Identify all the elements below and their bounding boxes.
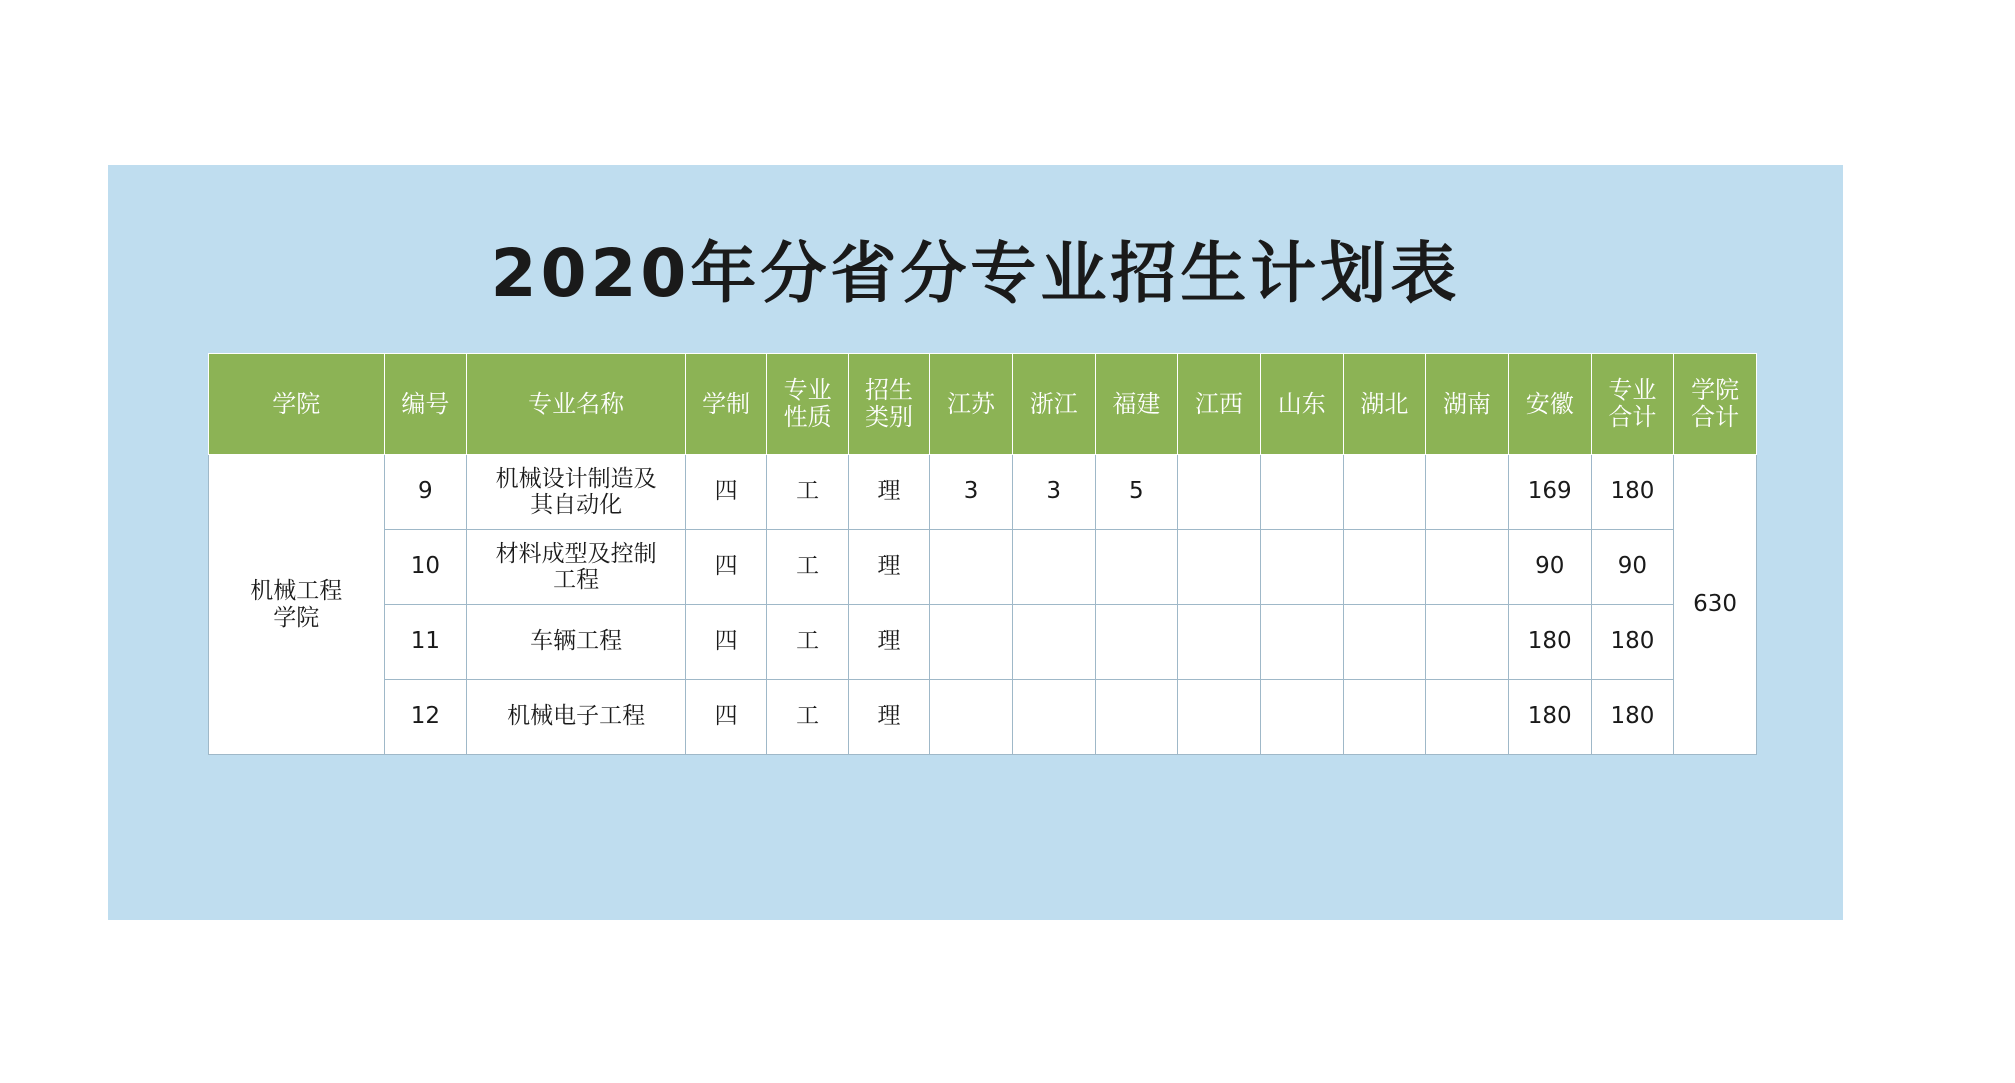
cell-years: 四	[685, 530, 766, 605]
cell-hubei	[1343, 605, 1426, 680]
column-header-shandong: 山东	[1260, 354, 1343, 455]
cell-zhejiang	[1012, 605, 1095, 680]
column-header-college-total	[1674, 354, 1757, 455]
cell-hunan	[1426, 680, 1509, 755]
cell-jiangxi	[1178, 530, 1261, 605]
table-row	[209, 680, 1757, 755]
cell-shandong	[1260, 455, 1343, 530]
cell-category: 理	[848, 605, 929, 680]
table-row	[209, 455, 1757, 530]
cell-category: 理	[848, 680, 929, 755]
column-header-college-total-line1: 学院	[1691, 375, 1740, 404]
cell-hubei	[1343, 680, 1426, 755]
cell-shandong	[1260, 680, 1343, 755]
cell-major-total: 180	[1591, 605, 1674, 680]
cell-nature: 工	[767, 530, 848, 605]
cell-years: 四	[685, 455, 766, 530]
cell-major: 机械电子工程	[467, 680, 686, 755]
cell-zhejiang: 3	[1012, 455, 1095, 530]
cell-hunan	[1426, 530, 1509, 605]
college-name-line2: 学院	[273, 604, 320, 631]
table-row	[209, 530, 1757, 605]
cell-nature: 工	[767, 605, 848, 680]
cell-no: 11	[384, 605, 467, 680]
enrollment-plan-table	[208, 353, 1757, 755]
column-header-college: 学院	[209, 354, 385, 455]
college-name-line1: 机械工程	[250, 578, 343, 605]
column-header-hunan: 湖南	[1426, 354, 1509, 455]
page-title: 2020年分省分专业招生计划表	[490, 235, 1461, 312]
cell-jiangsu: 3	[930, 455, 1013, 530]
cell-category: 理	[848, 530, 929, 605]
cell-jiangsu	[930, 605, 1013, 680]
major-line1: 材料成型及控制	[495, 540, 657, 567]
cell-major: 车辆工程	[467, 605, 686, 680]
cell-jiangxi	[1178, 680, 1261, 755]
cell-hubei	[1343, 530, 1426, 605]
cell-zhejiang	[1012, 530, 1095, 605]
column-header-major-total-line2: 合计	[1608, 403, 1657, 431]
column-header-category-line1: 招生	[864, 375, 913, 404]
cell-no: 12	[384, 680, 467, 755]
column-header-jiangxi: 江西	[1178, 354, 1261, 455]
cell-no: 10	[384, 530, 467, 605]
cell-major-total: 180	[1591, 455, 1674, 530]
cell-nature: 工	[767, 455, 848, 530]
column-header-college-total-line2: 合计	[1691, 403, 1740, 431]
cell-jiangsu	[930, 530, 1013, 605]
column-header-category	[848, 354, 929, 455]
cell-anhui: 180	[1508, 605, 1591, 680]
cell-hunan	[1426, 605, 1509, 680]
column-header-major-total	[1591, 354, 1674, 455]
cell-shandong	[1260, 605, 1343, 680]
column-header-hubei: 湖北	[1343, 354, 1426, 455]
major-line1: 机械设计制造及	[495, 465, 657, 492]
cell-zhejiang	[1012, 680, 1095, 755]
column-header-years: 学制	[685, 354, 766, 455]
major-line2: 工程	[553, 567, 600, 593]
cell-college-total: 630	[1674, 455, 1757, 755]
enrollment-plan-table-container	[208, 353, 1757, 755]
column-header-nature-line2: 性质	[783, 403, 832, 431]
cell-category: 理	[848, 455, 929, 530]
column-header-anhui: 安徽	[1508, 354, 1591, 455]
cell-jiangxi	[1178, 455, 1261, 530]
cell-fujian	[1095, 680, 1178, 755]
cell-fujian: 5	[1095, 455, 1178, 530]
cell-fujian	[1095, 530, 1178, 605]
column-header-fujian: 福建	[1095, 354, 1178, 455]
cell-jiangsu	[930, 680, 1013, 755]
column-header-no: 编号	[384, 354, 467, 455]
column-header-major: 专业名称	[467, 354, 686, 455]
cell-jiangxi	[1178, 605, 1261, 680]
column-header-zhejiang: 浙江	[1012, 354, 1095, 455]
cell-anhui: 90	[1508, 530, 1591, 605]
cell-major	[467, 455, 686, 530]
cell-college-name	[209, 455, 385, 755]
cell-major-total: 180	[1591, 680, 1674, 755]
major-line2: 其自动化	[530, 492, 623, 518]
column-header-nature-line1: 专业	[783, 375, 832, 404]
cell-major	[467, 530, 686, 605]
column-header-jiangsu: 江苏	[930, 354, 1013, 455]
table-row	[209, 605, 1757, 680]
column-header-category-line2: 类别	[864, 403, 913, 431]
cell-years: 四	[685, 680, 766, 755]
cell-years: 四	[685, 605, 766, 680]
cell-fujian	[1095, 605, 1178, 680]
column-header-major-total-line1: 专业	[1608, 375, 1657, 404]
cell-hubei	[1343, 455, 1426, 530]
column-header-nature	[767, 354, 848, 455]
content-panel	[108, 165, 1843, 920]
cell-hunan	[1426, 455, 1509, 530]
cell-shandong	[1260, 530, 1343, 605]
cell-anhui: 180	[1508, 680, 1591, 755]
cell-anhui: 169	[1508, 455, 1591, 530]
cell-no: 9	[384, 455, 467, 530]
cell-nature: 工	[767, 680, 848, 755]
cell-major-total: 90	[1591, 530, 1674, 605]
table-header-row	[209, 354, 1757, 455]
